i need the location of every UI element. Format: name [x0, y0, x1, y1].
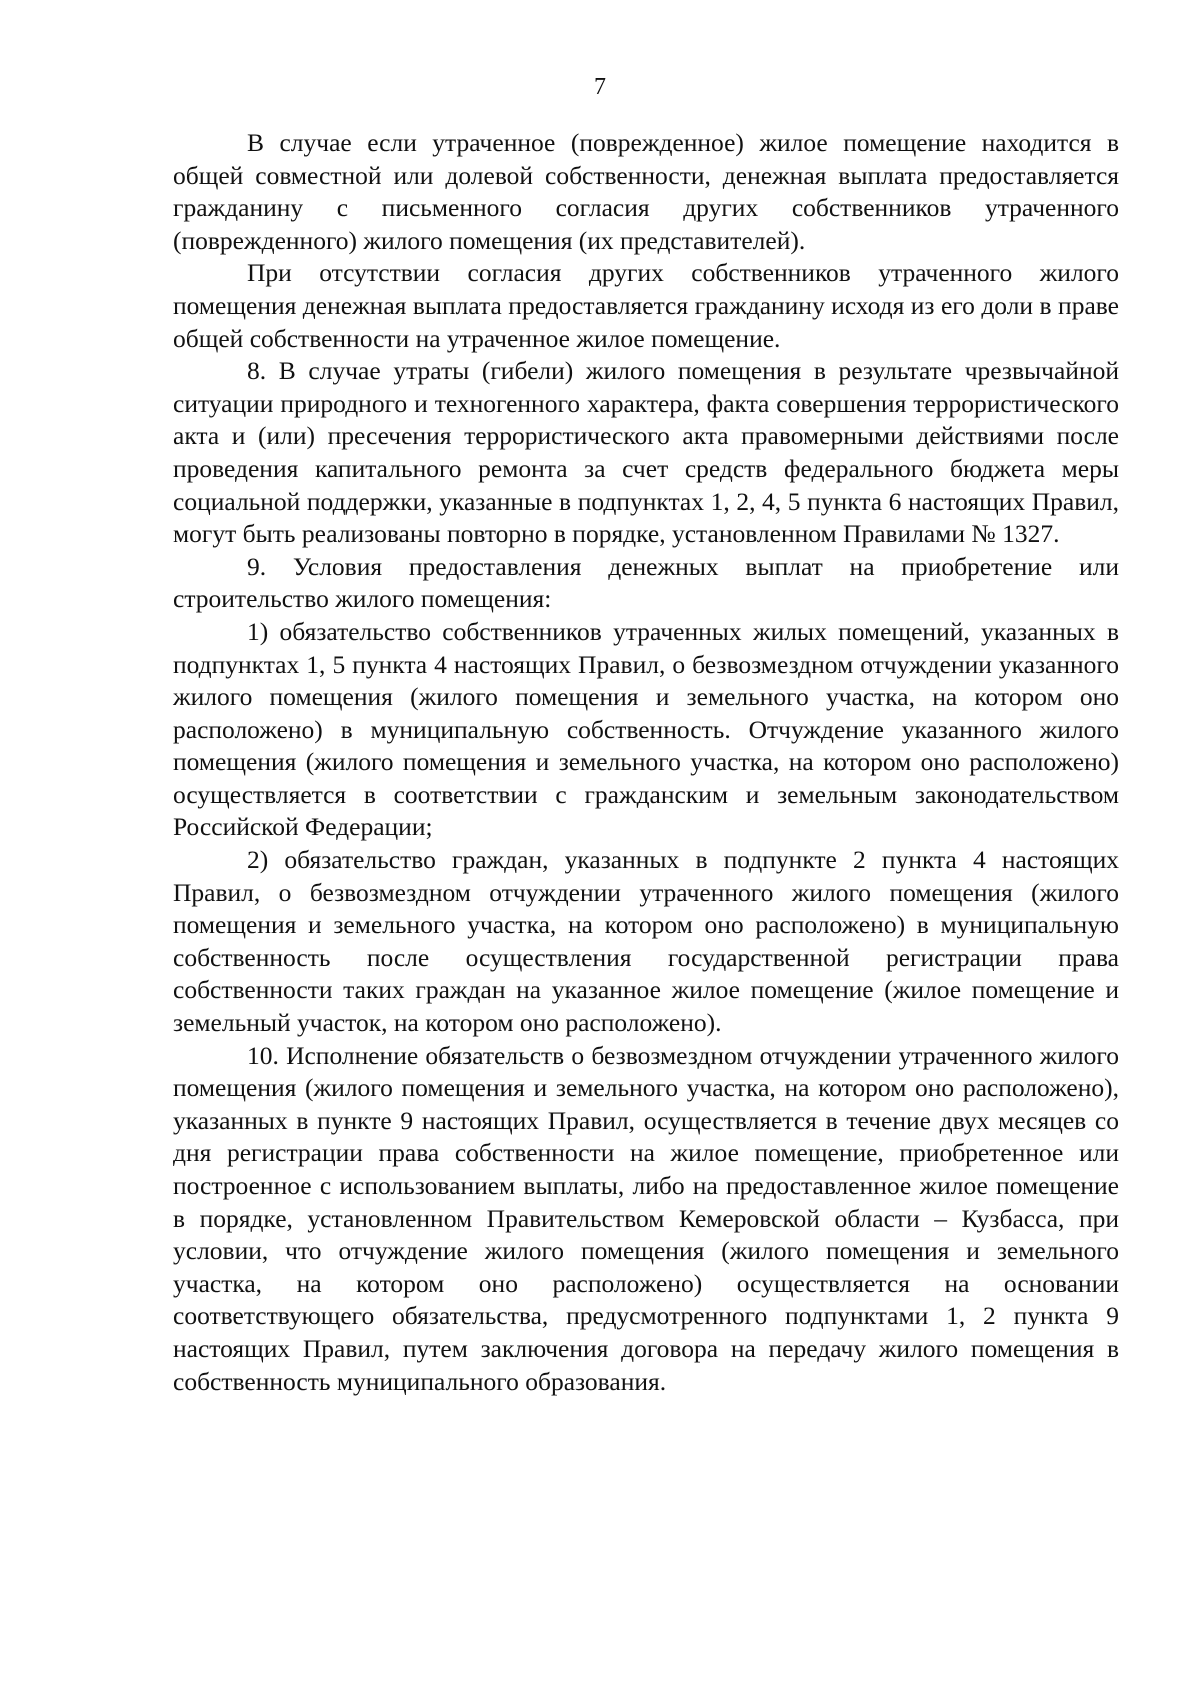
paragraph-shared-ownership: В случае если утраченное (поврежденное) жилое помещение находится в общей совместной или долевой собственности, денежная выплата предоставляется гражданину с письменного согласия других собственников утраченного (поврежденного) жилого помещения (их представителей).	[173, 128, 1119, 255]
paragraph-subitem-9-1: 1) обязательство собственников утраченных жилых помещений, указанных в подпунктах 1, 5 пункта 4 настоящих Правил, о безвозмездном отчуждении указанного жилого помещения (жилого помещения и земельного участка, на котором оно расположено) в муниципальную собственность. Отчуждение указанного жилого помещения (жилого помещения и земельного участка, на котором оно расположено) осуществляется в соответствии с гражданским и земельным законодательством Российской Федерации;	[173, 616, 1119, 842]
page-number: 7	[594, 74, 606, 100]
paragraph-no-consent: При отсутствии согласия других собственников утраченного жилого помещения денежная выплата предоставляется гражданину исходя из его доли в праве общей собственности на утраченное жилое помещение.	[173, 258, 1119, 353]
document-body	[173, 127, 1119, 1398]
paragraph-item-8: 8. В случае утраты (гибели) жилого помещения в результате чрезвычайной ситуации природного и техногенного характера, факта совершения террористического акта и (или) пресечения террористического акта правомерными действиями после проведения капитального ремонта за счет средств федерального бюджета меры социальной поддержки, указанные в подпунктах 1, 2, 4, 5 пункта 6 настоящих Правил, могут быть реализованы повторно в порядке, установленном Правилами № 1327.	[173, 356, 1119, 549]
paragraph-subitem-9-2: 2) обязательство граждан, указанных в подпункте 2 пункта 4 настоящих Правил, о безвозмездном отчуждении утраченного жилого помещения (жилого помещения и земельного участка, на котором оно расположено) в муниципальную собственность после осуществления государственной регистрации права собственности таких граждан на указанное жилое помещение (жилое помещение и земельный участок, на котором оно расположено).	[173, 845, 1119, 1038]
paragraph-item-10: 10. Исполнение обязательств о безвозмездном отчуждении утраченного жилого помещения (жилого помещения и земельного участка, на котором оно расположено), указанных в пункте 9 настоящих Правил, осуществляется в течение двух месяцев со дня регистрации права собственности на жилое помещение, приобретенное или построенное с использованием выплаты, либо на предоставленное жилое помещение в порядке, установленном Правительством Кемеровской области – Кузбасса, при условии, что отчуждение жилого помещения (жилого помещения и земельного участка, на котором оно расположено) осуществляется на основании соответствующего обязательства, предусмотренного подпунктами 1, 2 пункта 9 настоящих Правил, путем заключения договора на передачу жилого помещения в собственность муниципального образования.	[173, 1040, 1119, 1396]
paragraph-item-9: 9. Условия предоставления денежных выплат на приобретение или строительство жилого помещения:	[173, 551, 1119, 614]
